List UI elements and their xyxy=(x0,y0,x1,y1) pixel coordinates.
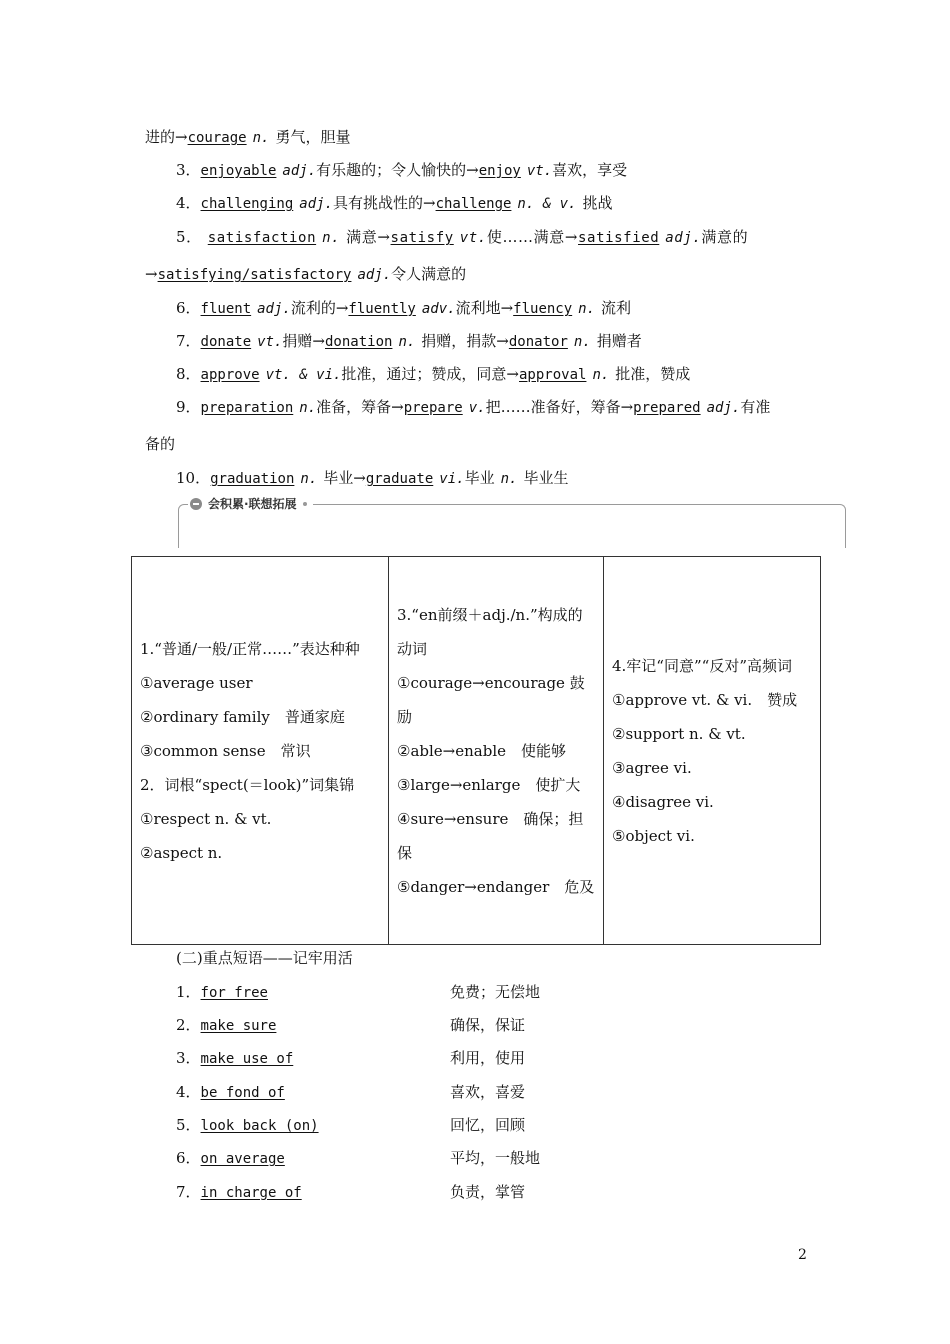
cell-item: ③large→enlarge 使扩大 xyxy=(397,775,581,794)
meaning: 批准，赞成 xyxy=(615,365,691,383)
phrase-row xyxy=(176,1147,285,1170)
cell-item: ②aspect n. xyxy=(140,843,223,862)
meaning: 流利 xyxy=(601,299,632,317)
vocab-line-3 xyxy=(176,159,627,182)
pos-label: n. xyxy=(592,367,610,383)
phrase-row xyxy=(176,981,268,1004)
item-number: 4． xyxy=(176,194,201,212)
pos-label: n. xyxy=(299,400,317,416)
meaning: 批准，通过；赞成，同意→ xyxy=(341,365,519,383)
pos-label: vt. xyxy=(526,163,553,179)
answer-word: prepared xyxy=(633,400,701,416)
phrase-en: on average xyxy=(200,1151,285,1167)
item-number: 1． xyxy=(176,983,201,1001)
item-number: 7． xyxy=(176,332,201,350)
cell-heading: 1.“普通/一般/正常……”表达种种 xyxy=(140,639,360,658)
answer-word: satisfy xyxy=(390,230,454,246)
meaning: 捐赠→ xyxy=(282,332,325,350)
phrase-en: look back (on) xyxy=(200,1118,319,1134)
pos-label: vt. xyxy=(257,334,283,350)
cell-item: ①approve vt. & vi. 赞成 xyxy=(612,690,798,709)
answer-word: satisfied xyxy=(578,230,660,246)
answer-word: challenge xyxy=(435,196,512,212)
pos-label: adj. xyxy=(706,400,741,416)
meaning: 满意的 xyxy=(701,228,749,246)
pos-label: n. xyxy=(573,334,591,350)
meaning: 捐赠者 xyxy=(596,332,642,350)
meaning: 准备，筹备→ xyxy=(316,398,404,416)
pos-label: adv. xyxy=(421,301,456,317)
section-banner xyxy=(178,496,846,548)
pos-label: adj. xyxy=(257,301,291,317)
answer-word: enjoy xyxy=(478,163,521,179)
text: 备的 xyxy=(145,435,176,453)
item-number: 8． xyxy=(176,365,201,383)
meaning: 挑战 xyxy=(582,194,613,212)
phrase-zh: 喜欢，喜爱 xyxy=(450,1083,526,1101)
table-cell-synonyms xyxy=(132,557,389,945)
cell-heading: 2．词根“spect(＝look)”词集锦 xyxy=(140,775,355,794)
phrase-zh: 回忆，回顾 xyxy=(450,1116,526,1134)
item-number: 3． xyxy=(176,161,201,179)
answer-word: enjoyable xyxy=(200,163,277,179)
phrase-row xyxy=(176,1047,293,1070)
meaning: 捐赠，捐款→ xyxy=(421,332,509,350)
meaning: 令人满意的 xyxy=(391,265,467,283)
answer-word: preparation xyxy=(200,400,294,416)
meaning: 流利地→ xyxy=(455,299,514,317)
dot-icon xyxy=(303,502,307,506)
pos-label: adj. xyxy=(299,196,333,212)
meaning: 毕业 xyxy=(464,469,495,487)
pos-label: n. xyxy=(398,334,416,350)
answer-word: donator xyxy=(508,334,568,350)
phrases-heading: (二)重点短语——记牢用活 xyxy=(176,949,353,967)
item-number: 3． xyxy=(176,1049,201,1067)
pos-label: vt. & vi. xyxy=(265,367,342,383)
text: 进的→ xyxy=(145,128,188,146)
cell-item: ⑤object vi. xyxy=(612,826,695,845)
pos-label: vi. xyxy=(439,471,465,487)
meaning: 有乐趣的；令人愉快的→ xyxy=(316,161,479,179)
page-number: 2 xyxy=(798,1247,807,1263)
meaning: 具有挑战性的→ xyxy=(332,194,436,212)
item-number: 2． xyxy=(176,1016,201,1034)
item-number: 7． xyxy=(176,1183,201,1201)
pos-label: n. xyxy=(500,471,518,487)
phrase-zh: 确保，保证 xyxy=(450,1016,526,1034)
item-number: 5． xyxy=(176,228,202,246)
pos-label: n. & v. xyxy=(517,196,577,212)
phrase-zh: 负责，掌管 xyxy=(450,1183,526,1201)
meaning: 毕业→ xyxy=(323,469,366,487)
item-number: 6． xyxy=(176,299,201,317)
meaning: 满意→ xyxy=(346,228,391,246)
vocab-line-4 xyxy=(176,192,612,215)
item-number: 10． xyxy=(176,469,211,487)
table-cell-agree xyxy=(604,557,821,945)
phrase-en: in charge of xyxy=(200,1185,302,1201)
cell-item: ③agree vi. xyxy=(612,758,692,777)
meaning: 把……准备好，筹备→ xyxy=(485,398,634,416)
phrase-row xyxy=(176,1081,285,1104)
cell-item: ②able→enable 使能够 xyxy=(397,741,566,760)
meaning: 流利的→ xyxy=(290,299,349,317)
banner-label: 会积累·联想拓展 xyxy=(208,497,297,511)
meaning: 喜欢，享受 xyxy=(552,161,628,179)
answer-word: fluency xyxy=(513,301,573,317)
answer-word: donate xyxy=(200,334,252,350)
cell-item: ②ordinary family 普通家庭 xyxy=(140,707,345,726)
item-number: 6． xyxy=(176,1149,201,1167)
pos-label: adj. xyxy=(357,267,392,283)
phrase-en: make use of xyxy=(200,1051,294,1067)
cell-item: ②support n. & vt. xyxy=(612,724,746,743)
phrase-zh: 利用，使用 xyxy=(450,1049,526,1067)
notebook-icon xyxy=(190,498,202,510)
cell-item: ④sure→ensure 确保；担保 xyxy=(397,809,584,862)
phrase-row xyxy=(176,1181,302,1204)
meaning: 使……满意→ xyxy=(486,228,579,246)
phrase-en: for free xyxy=(200,985,268,1001)
answer-word: donation xyxy=(325,334,393,350)
item-number: 4． xyxy=(176,1083,201,1101)
vocab-line-5-cont xyxy=(145,263,466,286)
answer-word: satisfaction xyxy=(207,230,317,246)
phrase-zh: 免费；无偿地 xyxy=(450,983,541,1001)
cell-heading: 4.牢记“同意”“反对”高频词 xyxy=(612,656,792,675)
pos-label: n. xyxy=(300,471,318,487)
phrase-en: make sure xyxy=(200,1018,277,1034)
pos-label: n. xyxy=(322,230,341,246)
cell-item: ①respect n. & vt. xyxy=(140,809,272,828)
vocab-line-8 xyxy=(176,363,690,386)
answer-word: approval xyxy=(519,367,587,383)
vocab-line-6 xyxy=(176,297,631,320)
vocab-line-9 xyxy=(176,396,770,419)
item-number: 9． xyxy=(176,398,201,416)
phrase-en: be fond of xyxy=(200,1085,285,1101)
meaning: 毕业生 xyxy=(523,469,569,487)
cell-item: ①courage→encourage 鼓励 xyxy=(397,673,585,726)
cell-item: ④disagree vi. xyxy=(612,792,714,811)
vocab-line-7 xyxy=(176,330,642,353)
cell-item: ①average user xyxy=(140,673,253,692)
pos-label: vt. xyxy=(459,230,487,246)
item-number: 5． xyxy=(176,1116,201,1134)
answer-word: graduate xyxy=(365,471,434,487)
answer-word: satisfying/satisfactory xyxy=(157,267,352,283)
answer-word: fluent xyxy=(200,301,252,317)
answer-word: challenging xyxy=(200,196,294,212)
pos-label: n. xyxy=(578,301,596,317)
phrase-zh: 平均，一般地 xyxy=(450,1149,541,1167)
vocab-line-10 xyxy=(176,467,568,490)
cell-item: ⑤danger→endanger 危及 xyxy=(397,877,595,896)
pos-label: adj. xyxy=(665,230,702,246)
meaning: 勇气，胆量 xyxy=(275,128,351,146)
banner-tag xyxy=(188,495,313,513)
vocab-line-5 xyxy=(176,226,748,249)
cell-heading: 3.“en前缀＋adj./n.”构成的动词 xyxy=(397,605,583,658)
answer-word: approve xyxy=(200,367,260,383)
text: → xyxy=(145,265,158,283)
answer-word: prepare xyxy=(403,400,463,416)
vocab-line-2-cont xyxy=(145,126,350,149)
pos-label: v. xyxy=(468,400,486,416)
answer-word: courage xyxy=(187,130,247,146)
meaning: 有准 xyxy=(740,398,771,416)
phrase-row xyxy=(176,1014,276,1037)
table-cell-en-prefix xyxy=(389,557,604,945)
answer-word: fluently xyxy=(348,301,416,317)
pos-label: n. xyxy=(252,130,270,146)
cell-item: ③common sense 常识 xyxy=(140,741,311,760)
expansion-table xyxy=(131,556,821,945)
vocab-line-9-cont xyxy=(145,433,175,455)
answer-word: graduation xyxy=(210,471,295,487)
phrase-row xyxy=(176,1114,319,1137)
pos-label: adj. xyxy=(282,163,317,179)
